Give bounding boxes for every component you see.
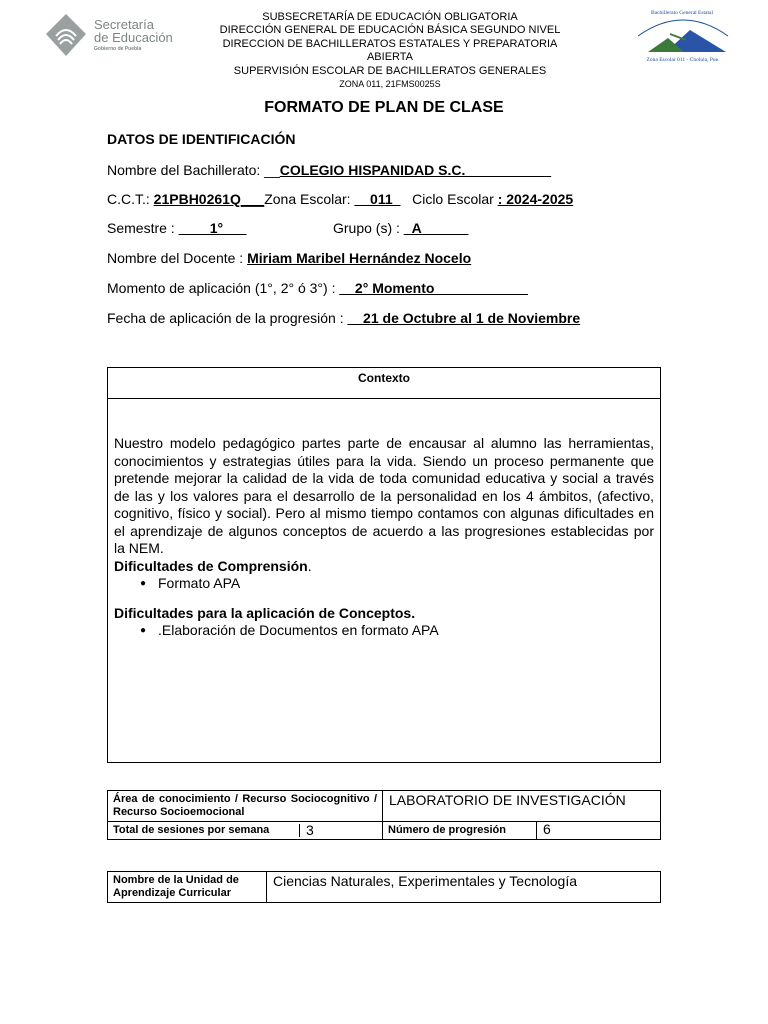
secretaria-educacion-logo <box>44 12 174 60</box>
momento-row <box>107 280 528 296</box>
docente-row <box>107 250 471 266</box>
logo-text-2: de Educación <box>94 30 173 45</box>
dificultades-conceptos-list <box>114 622 654 640</box>
cct-tail: ___ <box>240 191 265 207</box>
unidad-table <box>107 871 661 903</box>
dificultades-conceptos-title: Dificultades para la aplicación de Conceptos. <box>114 604 416 621</box>
grupo-label: Grupo (s) : <box>333 220 404 236</box>
docente-label: Nombre del Docente : <box>107 250 248 266</box>
logo-arc-text: Bachillerato General Estatal <box>651 10 713 16</box>
progresion-value: 6 <box>537 822 661 840</box>
ciclo-value: : 2024-2025 <box>497 191 574 207</box>
list-item: ● Formato APA <box>142 575 654 593</box>
area-table <box>107 790 661 840</box>
header-line-2: DIRECCIÓN GENERAL DE EDUCACIÓN BÁSICA SEGUNDO NIVEL <box>219 24 561 36</box>
grupo-value: _A______ <box>403 220 469 236</box>
page-title: FORMATO DE PLAN DE CLASE <box>264 99 504 116</box>
contexto-paragraph: Nuestro modelo pedagógico partes parte de encausar al alumno las herramientas, conocimientos y estrategias útiles para la vida. Siendo un proceso permanente que pretende mejorar la calidad de la vida de toda comunidad educativa y social a través de las y los valores para el desarrollo de la personalidad en los 4 ámbitos, (afectivo, cognitivo, físico y social). Pero al mismo tiempo contamos con algunas dificultades en el aprendizaje de algunos conceptos de acuerdo a las progresiones establecidas por la NEM. <box>114 435 654 556</box>
ciclo-label: Ciclo Escolar <box>412 191 498 207</box>
sesiones-cell <box>108 822 383 840</box>
momento-value: __2° Momento____________ <box>339 280 528 296</box>
logo-text-1: Secretaría <box>94 17 154 32</box>
header-line-3: DIRECCION DE BACHILLERATOS ESTATALES Y PREPARATORIA <box>222 38 558 50</box>
dificultades-comprension-list <box>114 575 654 593</box>
semestre-label: Semestre : <box>107 220 179 236</box>
header-line-1: SUBSECRETARÍA DE EDUCACIÓN OBLIGATORIA <box>262 11 518 23</box>
header-line-4: ABIERTA <box>366 51 414 63</box>
cct-label: C.C.T.: <box>107 191 154 207</box>
zona-label: Zona Escolar: <box>264 191 355 207</box>
momento-label: Momento de aplicación (1°, 2° ó 3°) : <box>107 280 340 296</box>
bachillerato-label: Nombre del Bachillerato: __ <box>107 162 280 178</box>
dificultades-comprension-title: Dificultades de Comprensión <box>114 557 308 574</box>
progresion-label: Número de progresión <box>383 822 537 840</box>
bachillerato-value: COLEGIO HISPANIDAD S.C.___________ <box>279 162 552 178</box>
cct-row <box>107 191 573 207</box>
section-title: DATOS DE IDENTIFICACIÓN <box>107 131 296 147</box>
unidad-label: Nombre de la Unidad de Aprendizaje Curricular <box>108 872 267 903</box>
sesiones-value: 3 <box>299 824 314 837</box>
fecha-row <box>107 310 580 326</box>
unidad-value: Ciencias Naturales, Experimentales y Tecnología <box>267 872 661 903</box>
fecha-label: Fecha de aplicación de la progresión : <box>107 310 348 326</box>
dificultades-period: . <box>307 557 312 574</box>
cct-value: 21PBH0261Q <box>153 191 241 207</box>
grupo-row <box>333 220 468 236</box>
contexto-body <box>108 399 660 640</box>
docente-value: Miriam Maribel Hernández Nocelo <box>247 250 472 266</box>
logo-bottom-text: Zona Escolar 011 - Cholula, Pue. <box>646 57 720 63</box>
area-label: Área de conocimiento / Recurso Sociocognitivo / Recurso Socioemocional <box>108 791 383 822</box>
contexto-box <box>107 367 661 763</box>
sesiones-label: Total de sesiones por semana <box>113 824 270 836</box>
semestre-value: ____1°___ <box>178 220 247 236</box>
zona-value: __011_ <box>354 191 401 207</box>
fecha-value: __21 de Octubre al 1 de Noviembre <box>347 310 581 326</box>
semestre-row <box>107 220 246 236</box>
area-value: LABORATORIO DE INVESTIGACIÓN <box>383 791 661 822</box>
logo-text-3: Gobierno de Puebla <box>94 46 142 52</box>
bachillerato-logo <box>628 8 738 68</box>
contexto-header: Contexto <box>108 368 660 399</box>
bachillerato-row <box>107 162 551 178</box>
list-item: ● .Elaboración de Documentos en formato APA <box>142 622 654 640</box>
header-line-6: ZONA 011, 21FMS0025S <box>339 79 441 89</box>
header-line-5: SUPERVISIÓN ESCOLAR DE BACHILLERATOS GENERALES <box>233 65 547 77</box>
